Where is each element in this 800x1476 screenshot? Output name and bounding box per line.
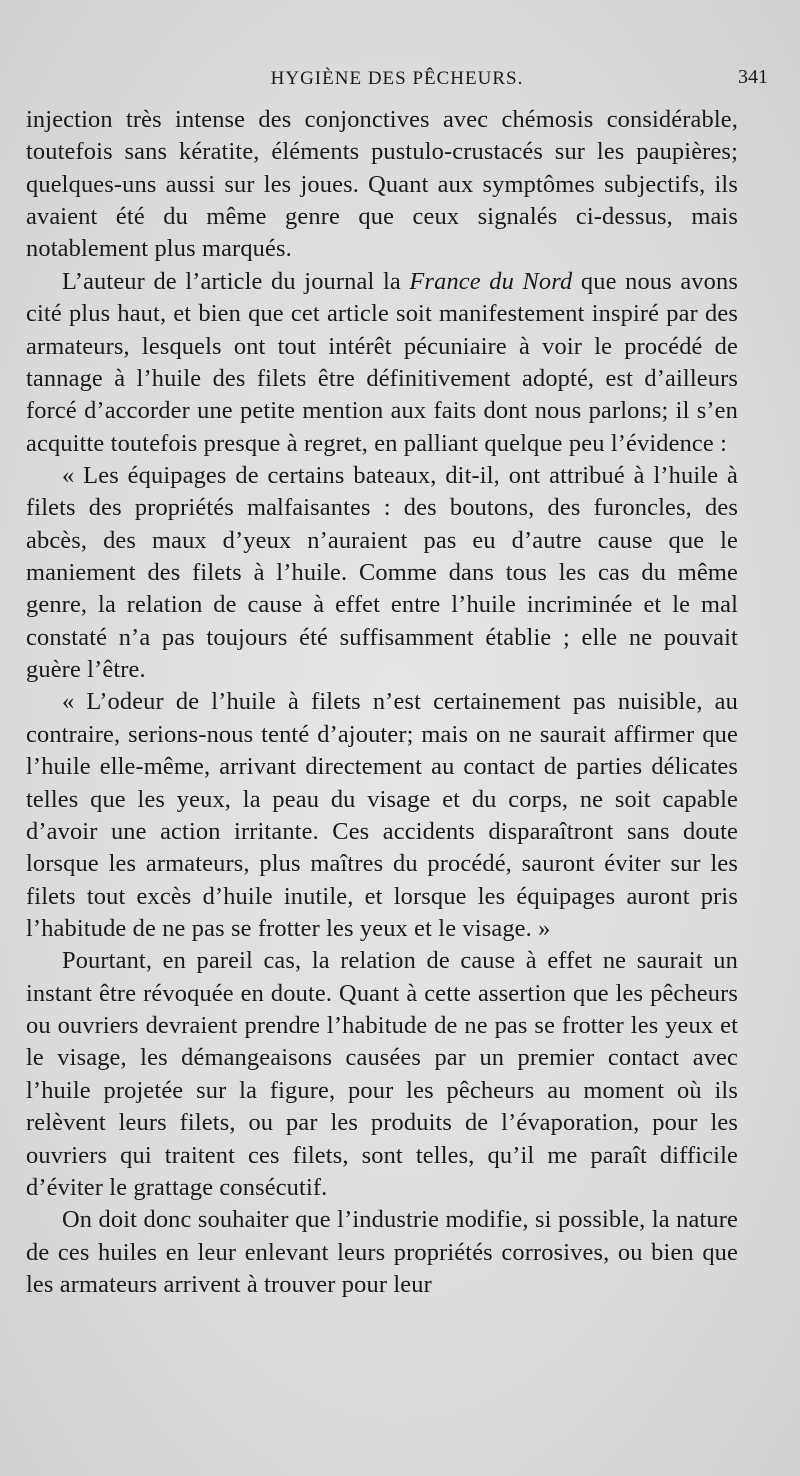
- paragraph-2: [26, 266, 738, 460]
- page-number: 341: [738, 66, 768, 88]
- paragraph-5: Pourtant, en pareil cas, la relation de cause à effet ne saurait un instant être révoquée en doute. Quant à cette assertion que les pêcheurs ou ouvriers devraient prendre l’habitude de ne pas se frotter les yeux et le visage, les démangeaisons causées par un premier contact avec l’huile projetée sur la figure, pour les pêcheurs au moment où ils relèvent leurs filets, ou par les produits de l’évaporation, pour les ouvriers qui traitent ces filets, sont telles, qu’il me paraît difficile d’éviter le grattage consécutif.: [26, 947, 738, 1201]
- paragraph-2-before: L’auteur de l’article du journal la: [62, 267, 410, 295]
- paragraph-3: « Les équipages de certains bateaux, dit-il, ont attribué à l’huile à filets des propriétés malfaisantes : des boutons, des furoncles, des abcès, des maux d’yeux n’auraient pas eu d’autre cause que le maniement des filets à l’huile. Comme dans tous les cas du même genre, la relation de cause à effet entre l’huile incriminée et le mal constaté n’a pas toujours été suffisamment établie ; elle ne pouvait guère l’être.: [26, 461, 738, 684]
- paragraph-2-after: que nous avons cité plus haut, et bien que cet article soit manifestement inspiré par des armateurs, lesquels ont tout intérêt pécuniaire à voir le procédé de tannage à l’huile des filets être définitivement adopté, est d’ailleurs forcé d’accorder une petite mention aux faits dont nous parlons; il s’en acquitte toutefois presque à regret, en palliant quelque peu l’évidence :: [26, 267, 738, 457]
- running-title: HYGIÈNE DES PÊCHEURS.: [270, 68, 524, 89]
- body-text: [26, 104, 738, 1301]
- paragraph-6: On doit donc souhaiter que l’industrie modifie, si possible, la nature de ces huiles en leur enlevant leurs propriétés corrosives, ou bien que les armateurs arrivent à trouver pour leur: [26, 1206, 738, 1298]
- paragraph-4: « L’odeur de l’huile à filets n’est certainement pas nuisible, au contraire, serions-nous tenté d’ajouter; mais on ne saurait affirmer que l’huile elle-même, arrivant directement au contact de parties délicates telles que les yeux, la peau du visage et du corps, ne soit capable d’avoir une action irritante. Ces accidents disparaîtront sans doute lorsque les armateurs, plus maîtres du procédé, sauront éviter sur les filets tout excès d’huile inutile, et lorsque les équipages auront pris l’habitude de ne pas se frotter les yeux et le visage. »: [26, 688, 738, 942]
- running-head: [26, 60, 768, 94]
- newspaper-title: France du Nord: [409, 267, 573, 295]
- paragraph-1: injection très intense des conjonctives avec chémosis considérable, toutefois sans kératite, éléments pustulo-crustacés sur les paupières; quelques-uns aussi sur les joues. Quant aux symptômes subjectifs, ils avaient été du même genre que ceux signalés ci-dessus, mais notablement plus marqués.: [26, 106, 738, 263]
